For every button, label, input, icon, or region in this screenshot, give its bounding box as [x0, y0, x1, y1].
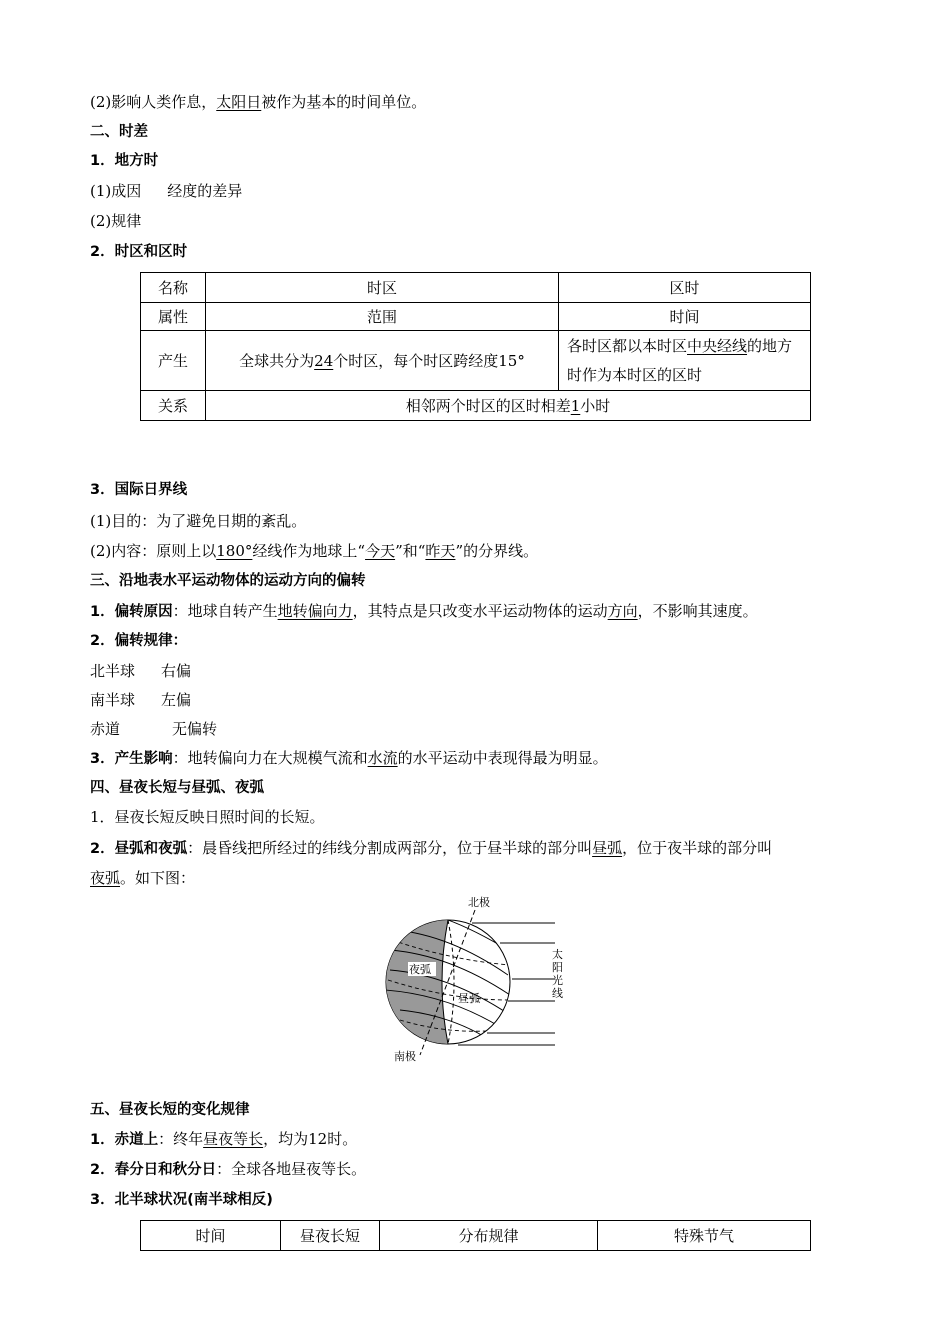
paragraph-line: [90, 838, 772, 859]
text-segment: 四、昼夜长短与昼弧、夜弧: [90, 780, 264, 796]
text-segment: ，均为12时。: [263, 1130, 358, 1148]
text-segment: 二、时差: [90, 124, 148, 140]
text-segment: 南半球: [90, 691, 136, 709]
underlined-answer: 24: [314, 351, 334, 370]
text-segment: (2)影响人类作息，: [90, 93, 217, 111]
section-heading: [90, 122, 148, 142]
underlined-answer: 昨天: [425, 542, 456, 560]
day-night-arc-diagram: [380, 890, 580, 1065]
text-segment: 的水平运动中表现得最为明显。: [397, 749, 608, 767]
text-segment: 三、沿地表水平运动物体的运动方向的偏转: [90, 573, 366, 589]
sunlight-label: 光: [552, 974, 563, 987]
text-segment: 3．国际日界线: [90, 482, 188, 498]
table-cell: [559, 331, 811, 391]
table-cell: 关系: [141, 391, 206, 421]
section-heading: [90, 1100, 250, 1120]
text-segment: 1．地方时: [90, 153, 159, 169]
south-pole-label: 南极: [394, 1050, 416, 1063]
paragraph-line: [90, 690, 191, 710]
text-segment: 各时区都以本时区: [567, 336, 688, 355]
section-heading: [90, 631, 187, 651]
underlined-answer: 方向: [607, 602, 638, 620]
text-segment: ：地球自转产生: [172, 602, 278, 620]
text-segment: ”和“: [395, 542, 426, 560]
text-segment: 2．昼弧和夜弧: [90, 841, 188, 857]
paragraph-line: [90, 92, 426, 112]
table-cell: 时间: [141, 1221, 281, 1251]
paragraph-line: [90, 661, 191, 681]
text-segment: ：终年: [158, 1130, 204, 1148]
paragraph-line: [90, 868, 195, 888]
text-segment: 个时区，每个时区跨经度15°: [333, 351, 525, 370]
underlined-answer: 水流: [367, 749, 398, 767]
text-segment: ，其特点是只改变水平运动物体的运动: [352, 602, 608, 620]
section-heading: [90, 778, 264, 798]
text-segment: 3．产生影响: [90, 751, 173, 767]
table-cell: 名称: [141, 273, 206, 303]
underlined-answer: 昼弧: [592, 839, 623, 857]
table-cell: 特殊节气: [598, 1221, 811, 1251]
text-segment: (2)规律: [90, 212, 142, 230]
time-zone-table: [140, 272, 811, 421]
text-segment: 赤道: [90, 720, 121, 738]
text-segment: 左偏: [161, 691, 192, 709]
north-pole-label: 北极: [468, 896, 490, 909]
section-heading: [90, 1190, 273, 1210]
text-segment: 北半球: [90, 662, 136, 680]
night-arc-label: 夜弧: [409, 963, 431, 976]
table-cell: [206, 331, 559, 391]
text-segment: ，不影响其速度。: [637, 602, 758, 620]
table-cell: 区时: [559, 273, 811, 303]
text-segment: 1．偏转原因: [90, 604, 173, 620]
section-heading: [90, 480, 187, 500]
table-cell: 范围: [206, 303, 559, 331]
text-segment: ：地转偏向力在大规模气流和: [172, 749, 368, 767]
underlined-answer: 昼夜等长: [203, 1130, 264, 1148]
paragraph-line: [90, 211, 141, 231]
text-segment: ，位于夜半球的部分叫: [622, 839, 773, 857]
text-segment: ：晨昏线把所经过的纬线分割成两部分，位于昼半球的部分叫: [187, 839, 593, 857]
section-heading: [90, 571, 366, 591]
underlined-answer: 今天: [365, 542, 396, 560]
paragraph-line: [90, 719, 217, 739]
text-segment: 全球共分为: [239, 351, 315, 370]
table-cell: 时区: [206, 273, 559, 303]
table-cell: [206, 391, 811, 421]
text-segment: 经度的差异: [167, 182, 243, 200]
text-segment: 无偏转: [172, 720, 218, 738]
paragraph-line: [90, 511, 306, 531]
table-cell: 产生: [141, 331, 206, 391]
text-segment: 。如下图：: [120, 869, 196, 887]
text-segment: 3．北半球状况(南半球相反): [90, 1192, 273, 1208]
text-segment: ”的分界线。: [455, 542, 539, 560]
sunlight-label: 阳: [552, 961, 563, 974]
text-segment: 被作为基本的时间单位。: [261, 93, 427, 111]
sunlight-label: 线: [552, 987, 563, 1000]
paragraph-line: [90, 541, 538, 561]
text-segment: 五、昼夜长短的变化规律: [90, 1102, 250, 1118]
text-segment: 小时: [580, 396, 611, 415]
text-segment: (1)目的：为了避免日期的紊乱。: [90, 512, 307, 530]
paragraph-line: [90, 807, 325, 827]
table-cell: 属性: [141, 303, 206, 331]
underlined-answer: 地转偏向力: [277, 602, 353, 620]
sunlight-label: 太: [552, 948, 563, 961]
table-cell: 昼夜长短: [281, 1221, 380, 1251]
text-segment: 经线作为地球上“: [252, 542, 366, 560]
paragraph-line: [90, 1159, 366, 1180]
table-cell: 分布规律: [380, 1221, 598, 1251]
text-segment: 的地方时作为本时区的区时: [567, 336, 793, 384]
underlined-answer: 180°: [216, 542, 253, 560]
text-segment: 2．春分日和秋分日: [90, 1162, 217, 1178]
paragraph-line: [90, 1129, 357, 1150]
underlined-answer: 中央经线: [687, 336, 748, 355]
paragraph-line: [90, 748, 608, 769]
table-cell: 时间: [559, 303, 811, 331]
text-segment: (2)内容：原则上以: [90, 542, 217, 560]
text-segment: 相邻两个时区的区时相差: [405, 396, 571, 415]
underlined-answer: 1: [570, 396, 581, 415]
text-segment: 2．时区和区时: [90, 244, 188, 260]
text-segment: 右偏: [161, 662, 192, 680]
text-segment: ：全球各地昼夜等长。: [216, 1160, 367, 1178]
paragraph-line: [90, 601, 758, 622]
text-segment: 1．赤道上: [90, 1132, 159, 1148]
day-arc-label: 昼弧: [458, 992, 480, 1005]
section-heading: [90, 151, 158, 171]
text-segment: 1．昼夜长短反映日照时间的长短。: [90, 808, 325, 826]
paragraph-line: [90, 181, 242, 201]
underlined-answer: 夜弧: [90, 869, 121, 887]
northern-hemisphere-table: [140, 1220, 811, 1251]
section-heading: [90, 242, 187, 262]
underlined-answer: 太阳日: [216, 93, 262, 111]
text-segment: 2．偏转规律：: [90, 633, 188, 649]
text-segment: (1)成因: [90, 182, 142, 200]
